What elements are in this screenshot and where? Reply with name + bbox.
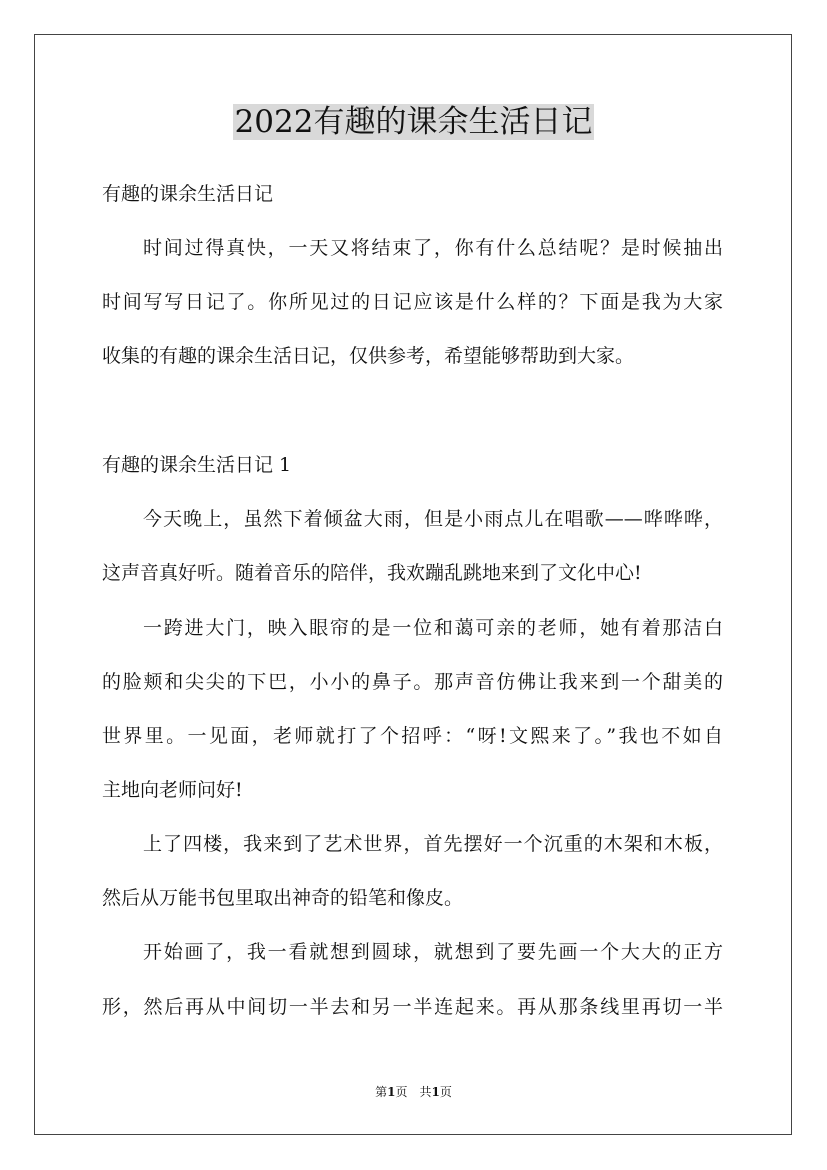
body-line-5: 世界里。一见面，老师就打了个招呼：“呀!文熙来了。”我也不如自 bbox=[102, 725, 723, 747]
footer-page-total: 1 bbox=[431, 1085, 440, 1099]
body-line-6: 主地向老师问好! bbox=[102, 779, 243, 801]
footer-page-suffix: 页 bbox=[439, 1085, 452, 1099]
body-line-3: 一跨进大门，映入眼帘的是一位和蔼可亲的老师，她有着那洁白 bbox=[143, 617, 723, 639]
body-line-8: 然后从万能书包里取出神奇的铅笔和像皮。 bbox=[102, 887, 464, 909]
body-line-4: 的脸颊和尖尖的下巴，小小的鼻子。那声音仿佛让我来到一个甜美的 bbox=[102, 671, 723, 693]
document-title bbox=[0, 100, 827, 144]
page-footer bbox=[0, 1084, 827, 1100]
section-heading: 有趣的课余生活日记 1 bbox=[102, 454, 292, 476]
intro-line-2: 时间写写日记了。你所见过的日记应该是什么样的？下面是我为大家 bbox=[102, 291, 723, 313]
body-line-1: 今天晚上，虽然下着倾盆大雨，但是小雨点儿在唱歌——哗哗哗， bbox=[143, 508, 723, 530]
intro-line-3: 收集的有趣的课余生活日记，仅供参考，希望能够帮助到大家。 bbox=[102, 345, 635, 367]
body-line-10: 形，然后再从中间切一半去和另一半连起来。再从那条线里再切一半 bbox=[102, 996, 723, 1018]
footer-page-prefix: 第 bbox=[375, 1085, 388, 1099]
document-title-text: 2022有趣的课余生活日记 bbox=[234, 104, 593, 140]
body-line-2: 这声音真好听。随着音乐的陪伴，我欢蹦乱跳地来到了文化中心! bbox=[102, 562, 642, 584]
document-subtitle: 有趣的课余生活日记 bbox=[102, 183, 274, 205]
body-line-9: 开始画了，我一看就想到圆球，就想到了要先画一个大大的正方 bbox=[143, 941, 723, 963]
intro-line-1: 时间过得真快，一天又将结束了，你有什么总结呢？是时候抽出 bbox=[143, 237, 723, 259]
body-line-7: 上了四楼，我来到了艺术世界，首先摆好一个沉重的木架和木板， bbox=[143, 833, 723, 855]
footer-page-current: 1 bbox=[387, 1085, 396, 1099]
footer-page-mid: 页 共 bbox=[395, 1085, 432, 1099]
